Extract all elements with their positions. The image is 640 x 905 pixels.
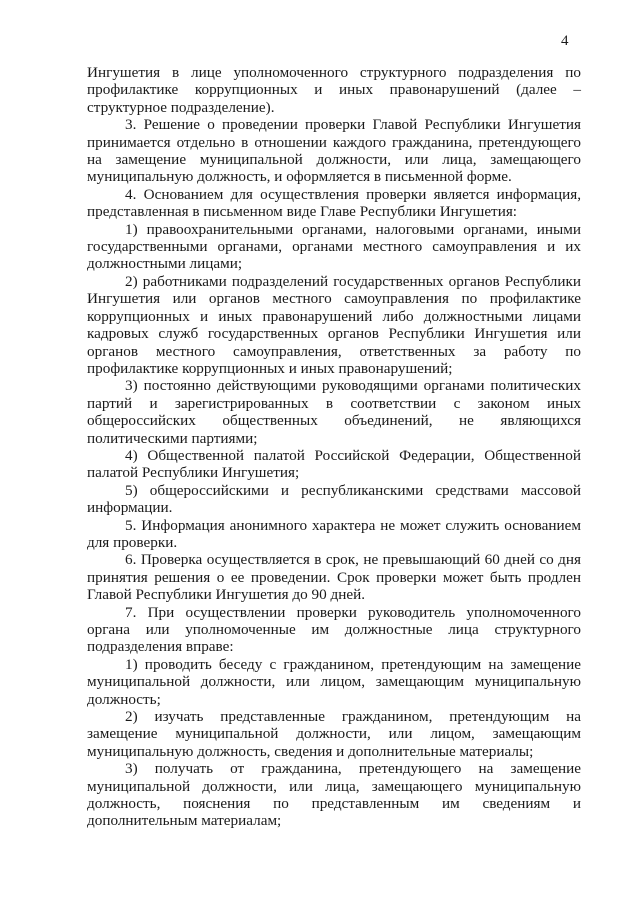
paragraph-item-4: 4. Основанием для осуществления проверки является информация, представленная в письменном виде Главе Республики Ингушетия: xyxy=(87,185,581,221)
paragraph-item-5: 5. Информация анонимного характера не может служить основанием для проверки. xyxy=(87,516,581,551)
subitem-7-3: 3) получать от гражданина, претендующего на замещение муниципальной должности, или лица, замещающего муниципальную должность, пояснения по представленным им сведениям и дополнительным материалам; xyxy=(87,760,581,830)
paragraph-item-7: 7. При осуществлении проверки руководитель уполномоченного органа или уполномоченные им должностные лица структурного подразделения вправе: xyxy=(87,603,581,656)
page-number: 4 xyxy=(561,33,569,49)
subitem-7-1: 1) проводить беседу с гражданином, претендующим на замещение муниципальной должности, или лицом, замещающим муниципальную должность; xyxy=(87,655,581,708)
paragraph-continuation: Ингушетия в лице уполномоченного структурного подразделения по профилактике коррупционных и иных правонарушений (далее – структурное подразделение). xyxy=(87,64,581,116)
subitem-4-1: 1) правоохранительными органами, налоговыми органами, иными государственными органами, органами местного самоуправления и их должностными лицами; xyxy=(87,220,581,273)
document-body xyxy=(87,64,581,830)
subitem-4-3: 3) постоянно действующими руководящими органами политических партий и зарегистрированных в соответствии с законом иных общероссийских общественных объединений, не являющихся политическими партиями; xyxy=(87,377,581,447)
subitem-7-2: 2) изучать представленные гражданином, претендующим на замещение муниципальной должности, или лицом, замещающим муниципальную должность, сведения и дополнительные материалы; xyxy=(87,708,581,760)
subitem-4-5: 5) общероссийскими и республиканскими средствами массовой информации. xyxy=(87,481,581,517)
paragraph-item-3: 3. Решение о проведении проверки Главой Республики Ингушетия принимается отдельно в отношении каждого гражданина, претендующего на замещение муниципальной должности, или лица, замещающего муниципальную должность, и оформляется в письменной форме. xyxy=(87,116,581,186)
subitem-4-4: 4) Общественной палатой Российской Федерации, Общественной палатой Республики Ингушетия; xyxy=(87,446,581,482)
subitem-4-2: 2) работниками подразделений государственных органов Республики Ингушетия или органов местного самоуправления по профилактике коррупционных и иных правонарушений либо должностными лицами кадровых служб государственных органов Республики Ингушетия или органов местного самоуправления, ответственных за работу по профилактике коррупционных и иных правонарушений; xyxy=(87,272,581,377)
paragraph-item-6: 6. Проверка осуществляется в срок, не превышающий 60 дней со дня принятия решения о ее проведении. Срок проверки может быть продлен Главой Республики Ингушетия до 90 дней. xyxy=(87,551,581,604)
